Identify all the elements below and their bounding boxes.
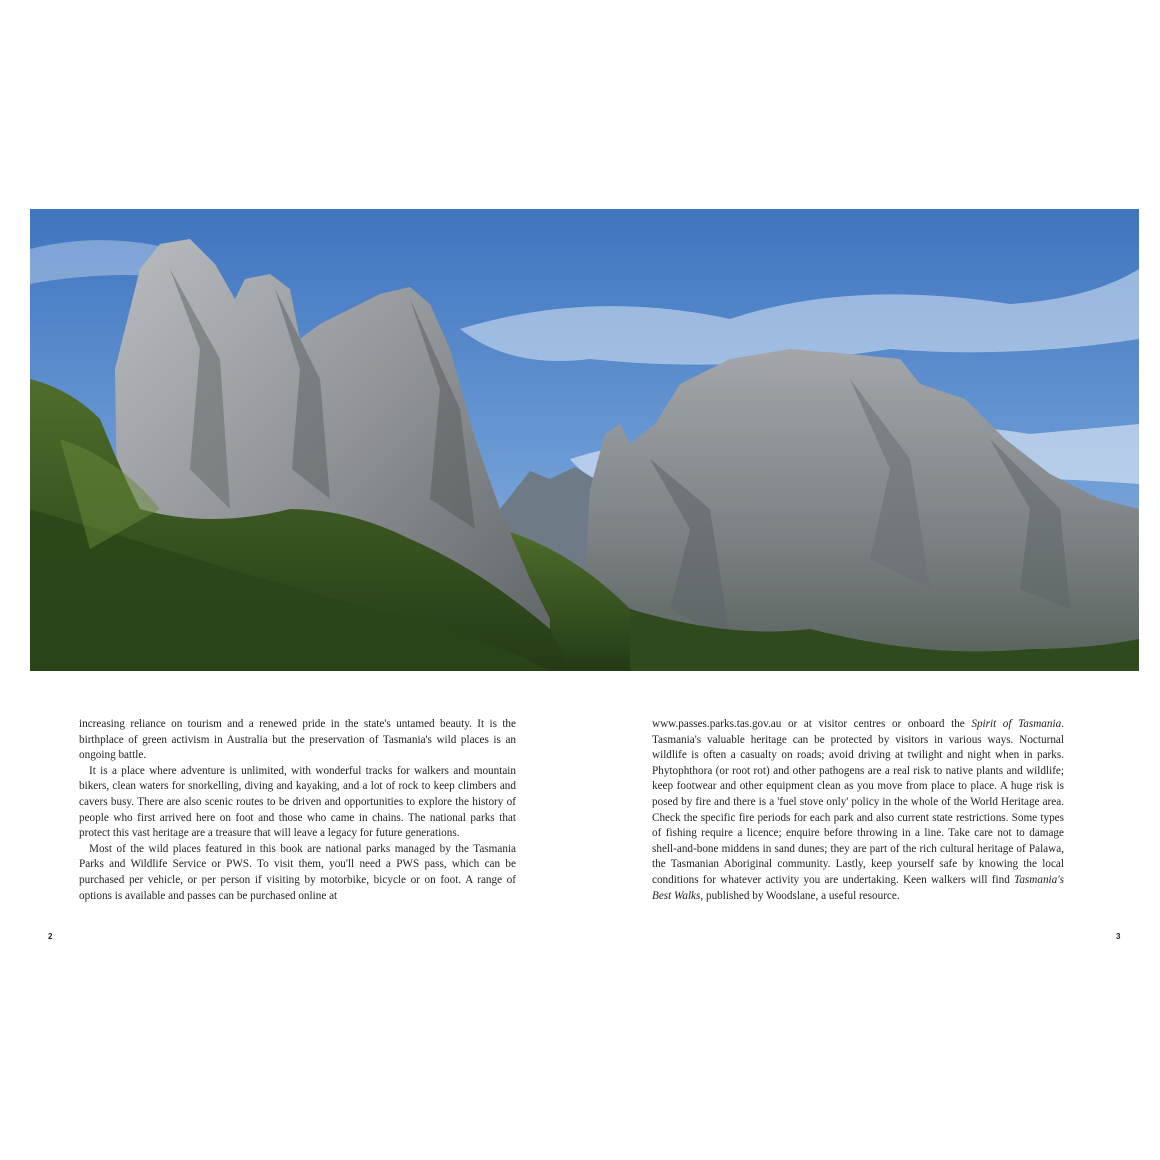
left-paragraph: It is a place where adventure is unlimited, with wonderful tracks for walkers and mountain bikers, clean waters for snorkelling, diving and kayaking, and a lot of rock to keep climbers and cavers busy. There are also scenic routes to be driven and opportunities to explore the history of people who first arrived here on foot and those who came in chains. The national parks that protect this vast heritage are a treasure that will leave a legacy for future generations.: [79, 764, 516, 840]
mountain-photo: [30, 209, 1139, 671]
page-number-left: 2: [48, 932, 53, 941]
paragraph-text: www.passes.parks.tas.gov.au or at visitor centres or onboard the: [652, 718, 972, 730]
left-paragraph: Most of the wild places featured in this book are national parks managed by the Tasmania Parks and Wildlife Service or PWS. To visit them, you'll need a PWS pass, which can be purchased per vehicle, or per person if visiting by motorbike, bicycle or on foot. A range of options is available and passes can be purchased online at: [79, 842, 516, 902]
left-paragraph: increasing reliance on tourism and a renewed pride in the state's untamed beauty. It is the birthplace of green activism in Australia but the preservation of Tasmania's wild places is an ongoing battle.: [79, 718, 516, 762]
right-paragraph: [652, 717, 1064, 904]
paragraph-text: . Tasmania's valuable heritage can be protected by visitors in various ways. Nocturnal wildlife is often a casualty on roads; avoid driving at twilight and night when in parks. Phytophthora (or root rot) and other pathogens are a real risk to native plants and wildlife; keep footwear and other equipment clean as you move from place to place. A huge risk is posed by fire and there is a 'fuel stove only' policy in the whole of the World Heritage area. Check the specific fire periods for each park and also current state restrictions. Some types of fishing require a licence; enquire before throwing in a line. Take care not to damage shell-and-bone middens in sand dunes; they are part of the rich cultural heritage of Palawa, the Tasmanian Aboriginal community. Lastly, keep yourself safe by knowing the local conditions for whatever activity you are undertaking. Keen walkers will find: [652, 718, 1064, 886]
italic-title: Spirit of Tasmania: [971, 718, 1062, 730]
page-number-right: 3: [1116, 932, 1121, 941]
paragraph-text: , published by Woodslane, a useful resource.: [700, 889, 900, 902]
left-page-text: [79, 717, 516, 904]
mountain-landscape-image: [30, 209, 1139, 671]
italic-title: Tasmania's Best Walks: [652, 873, 1064, 902]
right-page-text: [652, 717, 1064, 904]
